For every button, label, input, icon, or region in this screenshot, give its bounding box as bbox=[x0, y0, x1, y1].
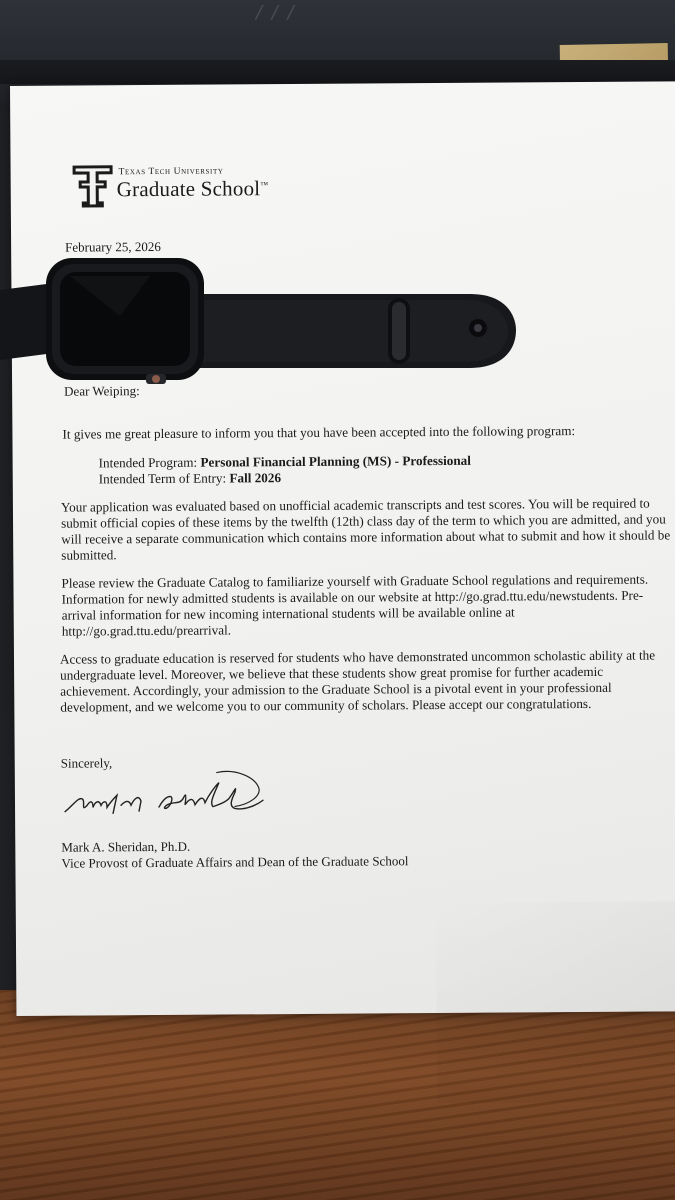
school-name: Graduate School bbox=[116, 176, 261, 202]
term-label: Intended Term of Entry: bbox=[98, 470, 230, 487]
graduate-school-title bbox=[117, 176, 269, 202]
double-t-logo-icon bbox=[71, 163, 115, 209]
smartwatch-icon bbox=[0, 256, 520, 386]
closing: Sincerely, bbox=[60, 755, 113, 771]
intended-term bbox=[99, 470, 281, 487]
catalog-paragraph: Please review the Graduate Catalog to familiarize yourself with Graduate School regulations and requirements. Information for newly admitted students is available on our website at http://go.grad.ttu.edu/newstudents. Pre-arrival information for new incoming international students will be available online at http://go.grad.ttu.edu/prearrival. bbox=[61, 571, 649, 639]
laptop-logo-mark: / / / bbox=[256, 2, 296, 23]
letter-date: February 25, 2026 bbox=[65, 238, 161, 255]
signer-title: Vice Provost of Graduate Affairs and Dean of the Graduate School bbox=[61, 853, 409, 871]
salutation: Dear Weiping: bbox=[64, 383, 140, 399]
evaluation-paragraph: Your application was evaluated based on unofficial academic transcripts and test scores. You will be required to submit official copies of these items by the twelfth (12th) class day of the term to which you are admitted, and you will receive a separate communication which contains more information about what to submit and how it should be submitted. bbox=[60, 495, 671, 563]
intro-paragraph: It gives me great pleasure to inform you that you have been accepted into the following program: bbox=[62, 423, 576, 442]
paper-shadow bbox=[436, 901, 675, 1103]
term-value: Fall 2026 bbox=[229, 470, 282, 486]
program-value: Personal Financial Planning (MS) - Professional bbox=[200, 452, 471, 470]
university-name: Texas Tech University bbox=[118, 166, 224, 178]
intended-program bbox=[99, 453, 471, 472]
admission-letter bbox=[10, 81, 675, 1016]
signer-name: Mark A. Sheridan, Ph.D. bbox=[61, 838, 191, 855]
trademark-mark: ™ bbox=[260, 180, 269, 190]
access-paragraph: Access to graduate education is reserved for students who have demonstrated uncommon scholastic ability at the undergraduate level. Moreover, we believe that these students show great promise for further academic achievement. Accordingly, your admission to the Graduate School is a pivotal event in your professional development, and we welcome you to our community of scholars. Please accept our congratulations. bbox=[59, 647, 656, 715]
laptop-hinge bbox=[0, 60, 675, 84]
program-label: Intended Program: bbox=[98, 454, 201, 471]
handwritten-signature bbox=[59, 764, 279, 826]
